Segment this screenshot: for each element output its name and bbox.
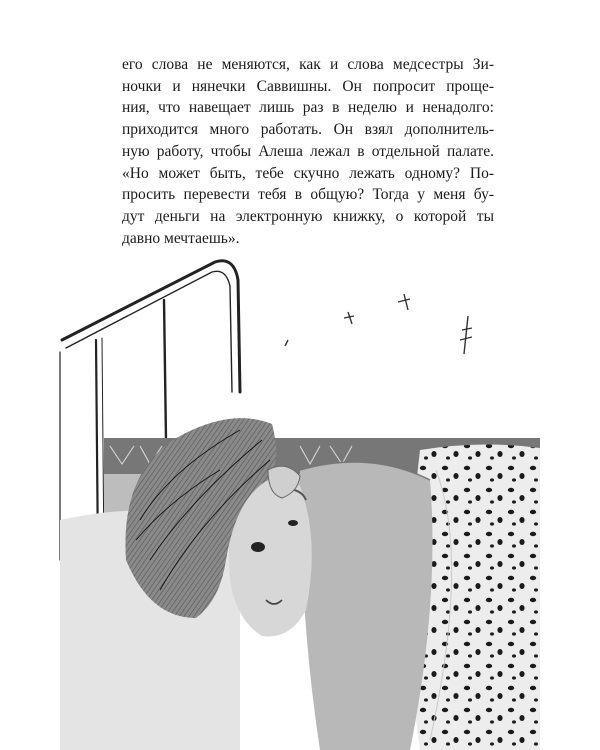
- text-line: приходится много работать. Он взял дополнитель-: [122, 121, 494, 139]
- text-line: его слова не меняются, как и слова медсестры Зи-: [122, 56, 494, 73]
- paragraph: [122, 54, 494, 249]
- birds: [285, 294, 472, 354]
- text-line: дут деньги на электронную книжку, о которой ты: [122, 207, 494, 225]
- body: [300, 462, 433, 750]
- text-line: просить перевести тебя в общую? Тогда у меня бу-: [122, 186, 494, 204]
- text-line: ния, что навещает лишь раз в неделю и ненадолго:: [122, 99, 494, 117]
- text-line: давно мечтаешь».: [122, 229, 240, 247]
- bed-illustration: [0, 230, 600, 750]
- text-line: ную работу, чтобы Алеша лежал в отдельной палате.: [122, 142, 494, 160]
- text-line: «Но может быть, тебе скучно лежать одному? По-: [122, 164, 494, 182]
- text-line: ночки и нянечки Саввишны. Он попросит проще-: [122, 77, 494, 95]
